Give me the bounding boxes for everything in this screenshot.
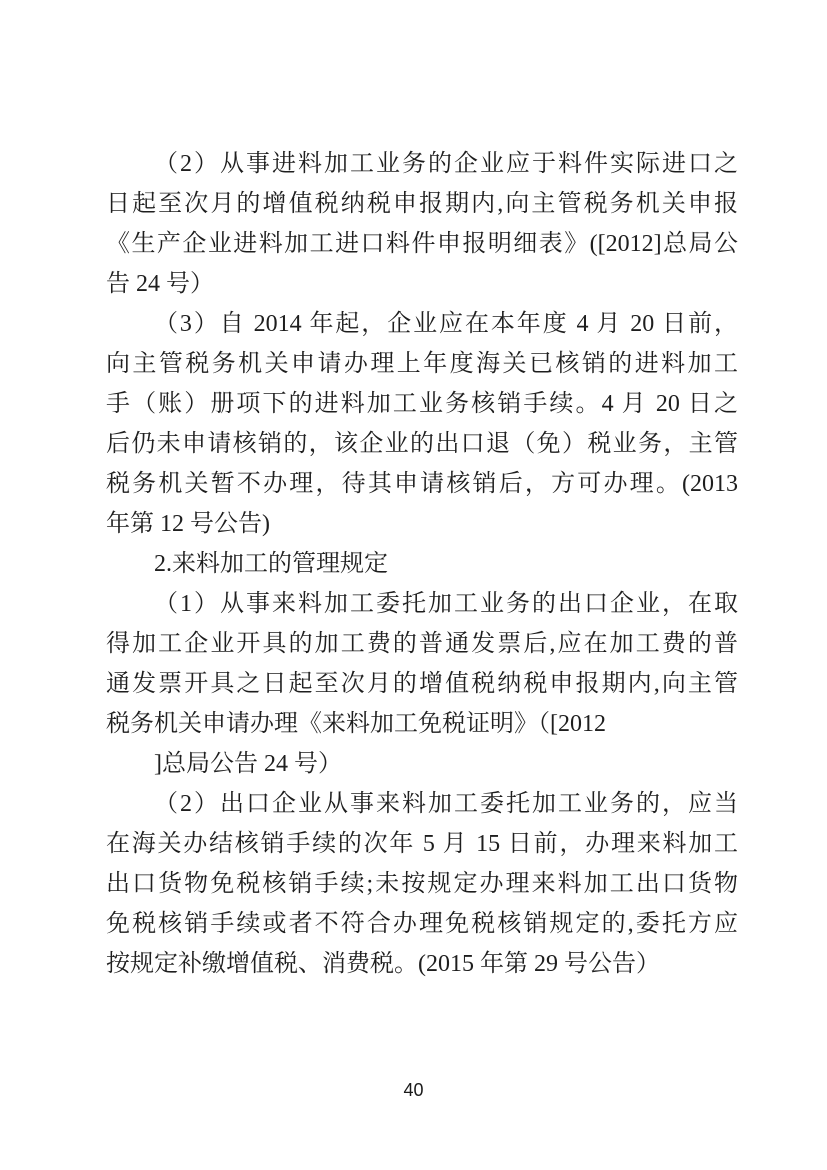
text-line: 手（账）册项下的进料加工业务核销手续。4 月 20 日之 xyxy=(106,391,738,417)
text-line: 向主管税务机关申请办理上年度海关已核销的进料加工 xyxy=(106,351,738,377)
text-line: 后仍未申请核销的，该企业的出口退（免）税业务，主管 xyxy=(106,431,738,457)
text-line: 年第 12 号公告) xyxy=(106,511,270,537)
text-line: （3）自 2014 年起，企业应在本年度 4 月 20 日前， xyxy=(154,311,738,337)
text-line: 日起至次月的增值税纳税申报期内,向主管税务机关申报 xyxy=(106,191,738,217)
text-line: 在海关办结核销手续的次年 5 月 15 日前，办理来料加工 xyxy=(106,831,738,857)
text-line: （2）从事进料加工业务的企业应于料件实际进口之 xyxy=(154,151,738,177)
text-line: 税务机关暂不办理，待其申请核销后，方可办理。(2013 xyxy=(106,471,738,497)
text-line: ]总局公告 24 号） xyxy=(154,751,342,777)
text-line: 得加工企业开具的加工费的普通发票后,应在加工费的普 xyxy=(106,631,738,657)
text-line: 告 24 号） xyxy=(106,271,214,297)
text-line: 按规定补缴增值税、消费税。(2015 年第 29 号公告） xyxy=(106,951,660,977)
text-line: 2.来料加工的管理规定 xyxy=(154,551,388,577)
text-line: 通发票开具之日起至次月的增值税纳税申报期内,向主管 xyxy=(106,671,738,697)
text-line: （1）从事来料加工委托加工业务的出口企业，在取 xyxy=(154,591,738,617)
text-line: 免税核销手续或者不符合办理免税核销规定的,委托方应 xyxy=(106,911,738,937)
text-line: 税务机关申请办理《来料加工免税证明》（[2012 xyxy=(106,711,606,737)
page-number: 40 xyxy=(403,1080,424,1100)
document-text xyxy=(106,144,738,984)
text-line: 出口货物免税核销手续;未按规定办理来料加工出口货物 xyxy=(106,871,738,897)
text-line: （2）出口企业从事来料加工委托加工业务的，应当 xyxy=(154,791,738,817)
text-line: 《生产企业进料加工进口料件申报明细表》([2012]总局公 xyxy=(106,231,738,257)
